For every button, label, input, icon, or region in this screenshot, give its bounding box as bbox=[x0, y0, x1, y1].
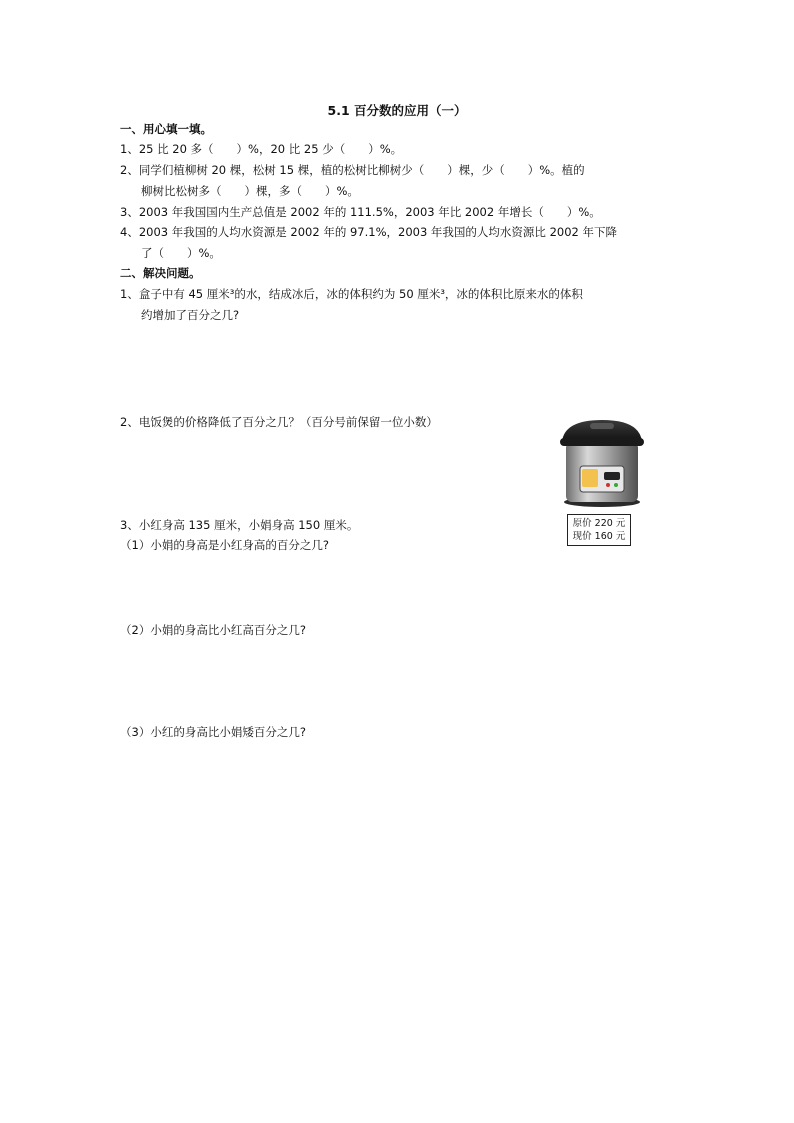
fill-question-2-line2: 柳树比松树多（ ）棵，多（ ）%。 bbox=[141, 184, 359, 198]
rice-cooker-image bbox=[554, 414, 650, 510]
current-price: 现价 160 元 bbox=[572, 531, 626, 542]
fill-question-4-line2: 了（ ）%。 bbox=[141, 246, 221, 260]
original-price: 原价 220 元 bbox=[572, 518, 626, 529]
fill-question-1: 1、25 比 20 多（ ）%，20 比 25 少（ ）%。 bbox=[120, 142, 403, 156]
section2-heading: 二、解决问题。 bbox=[120, 266, 201, 280]
fill-question-4-line1: 4、2003 年我国的人均水资源是 2002 年的 97.1%，2003 年我国的人均水资源比 2002 年下降 bbox=[120, 225, 618, 239]
problem-3-part1: （1）小娟的身高是小红身高的百分之几? bbox=[120, 538, 329, 552]
problem-1-line1: 1、盒子中有 45 厘米³的水，结成冰后，冰的体积约为 50 厘米³，冰的体积比原来水的体积 bbox=[120, 287, 583, 301]
price-label bbox=[567, 514, 631, 546]
fill-question-3: 3、2003 年我国国内生产总值是 2002 年的 111.5%，2003 年比 2002 年增长（ ）%。 bbox=[120, 205, 601, 219]
problem-1-line2: 约增加了百分之几? bbox=[141, 308, 240, 322]
section1-heading: 一、用心填一填。 bbox=[120, 122, 212, 136]
problem-2: 2、电饭煲的价格降低了百分之几？（百分号前保留一位小数） bbox=[120, 415, 438, 429]
page-title: 5.1 百分数的应用（一） bbox=[327, 103, 467, 118]
fill-question-2-line1: 2、同学们植柳树 20 棵，松树 15 棵，植的松树比柳树少（ ）棵，少（ ）%。植的 bbox=[120, 163, 585, 177]
problem-3-part2: （2）小娟的身高比小红高百分之几? bbox=[120, 623, 306, 637]
problem-3-part3: （3）小红的身高比小娟矮百分之几? bbox=[120, 725, 306, 739]
problem-3: 3、小红身高 135 厘米，小娟身高 150 厘米。 bbox=[120, 518, 359, 532]
